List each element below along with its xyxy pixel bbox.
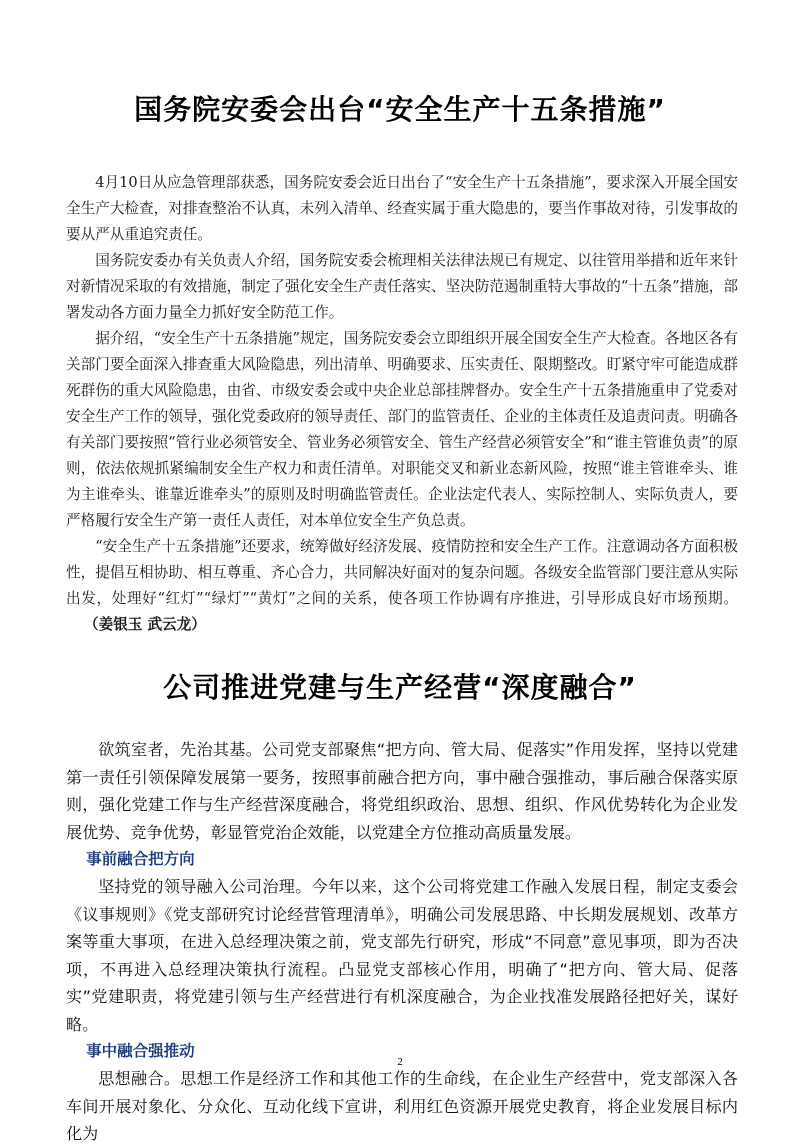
intro-paragraph: 欲筑室者，先治其基。公司党支部聚焦“把方向、管大局、促落实”作用发挥，坚持以党建第一责任引领保障发展第一要务，按照事前融合把方向，事中融合强推动，事后融合保落实原则，强化党建工作与生产经营深度融合，将党组织政治、思想、组织、作风优势转化为企业发展优势、竞争优势，彰显管党治企效能，以党建全方位推动高质量发展。 — [66, 740, 738, 842]
section-heading: 事中融合强推动 — [86, 1042, 195, 1060]
paragraph — [66, 534, 738, 638]
paragraph: 思想融合。思想工作是经济工作和其他工作的生命线，在企业生产经营中，党支部深入各车间开展对象化、分众化、互动化线下宣讲，利用红色资源开展党史教育，将企业发展目标内化为 — [66, 1069, 738, 1143]
section-heading: 事前融合把方向 — [86, 850, 195, 868]
article-title: 公司推进党建与生产经营“深度融合” — [163, 671, 637, 704]
paragraph: 坚持党的领导融入公司治理。今年以来，这个公司将党建工作融入发展日程，制定支委会《议事规则》《党支部研究讨论经营管理清单》，明确公司发展思路、中长期发展规划、改革方案等重大事项，在进入总经理决策之前，党支部先行研究，形成“不同意”意见事项，即为否决项，不再进入总经理决策执行流程。凸显党支部核心作用，明确了“把方向、管大局、促落实”党建职责，将党建引领与生产经营进行有机深度融合，为企业找准发展路径把好关，谋好略。 — [66, 877, 738, 1034]
page-number: 2 — [397, 1056, 403, 1068]
article-body — [66, 170, 738, 638]
author-byline: （姜银玉 武云龙） — [84, 616, 206, 633]
paragraph-text: “安全生产十五条措施”还要求，统筹做好经济发展、疫情防控和安全生产工作。注意调动各方面积极性，提倡互相协助、相互尊重、齐心合力，共同解决好面对的复杂问题。各级安全监管部门要注意从实际出发，处理好“红灯”“绿灯”“黄灯”之间的关系，使各项工作协调有序推进，引导形成良好市场预期。 — [66, 538, 738, 607]
article-body — [66, 736, 738, 1148]
paragraph: 据介绍，“安全生产十五条措施”规定，国务院安委会立即组织开展全国安全生产大检查。各地区各有关部门要全面深入排查重大风险隐患，列出清单、明确要求、压实责任、限期整改。盯紧守牢可能造成群死群伤的重大风险隐患，由省、市级安委会或中央企业总部挂牌督办。安全生产十五条措施重申了党委对安全生产工作的领导，强化党委政府的领导责任、部门的监管责任、企业的主体责任及追责问责。明确各有关部门要按照“管行业必须管安全、管业务必须管安全、管生产经营必须管安全”和“谁主管谁负责”的原则，依法依规抓紧编制安全生产权力和责任清单。对职能交叉和新业态新风险，按照“谁主管谁牵头、谁为主谁牵头、谁靠近谁牵头”的原则及时明确监管责任。企业法定代表人、实际控制人、实际负责人，要严格履行安全生产第一责任人责任，对本单位安全生产负总责。 — [66, 330, 738, 529]
paragraph: 国务院安委办有关负责人介绍，国务院安委会梳理相关法律法规已有规定、以往管用举措和近年来针对新情况采取的有效措施，制定了强化安全生产责任落实、坚决防范遏制重特大事故的“十五条”措施，部署发动各方面力量全力抓好安全防范工作。 — [66, 252, 738, 321]
article-title: 国务院安委会出台“安全生产十五条措施” — [134, 93, 666, 126]
paragraph: 4月10日从应急管理部获悉，国务院安委会近日出台了“安全生产十五条措施”，要求深入开展全国安全生产大检查，对排查整治不认真，未列入清单、经查实属于重大隐患的，要当作事故对待，引发事故的要从严从重追究责任。 — [66, 174, 738, 243]
